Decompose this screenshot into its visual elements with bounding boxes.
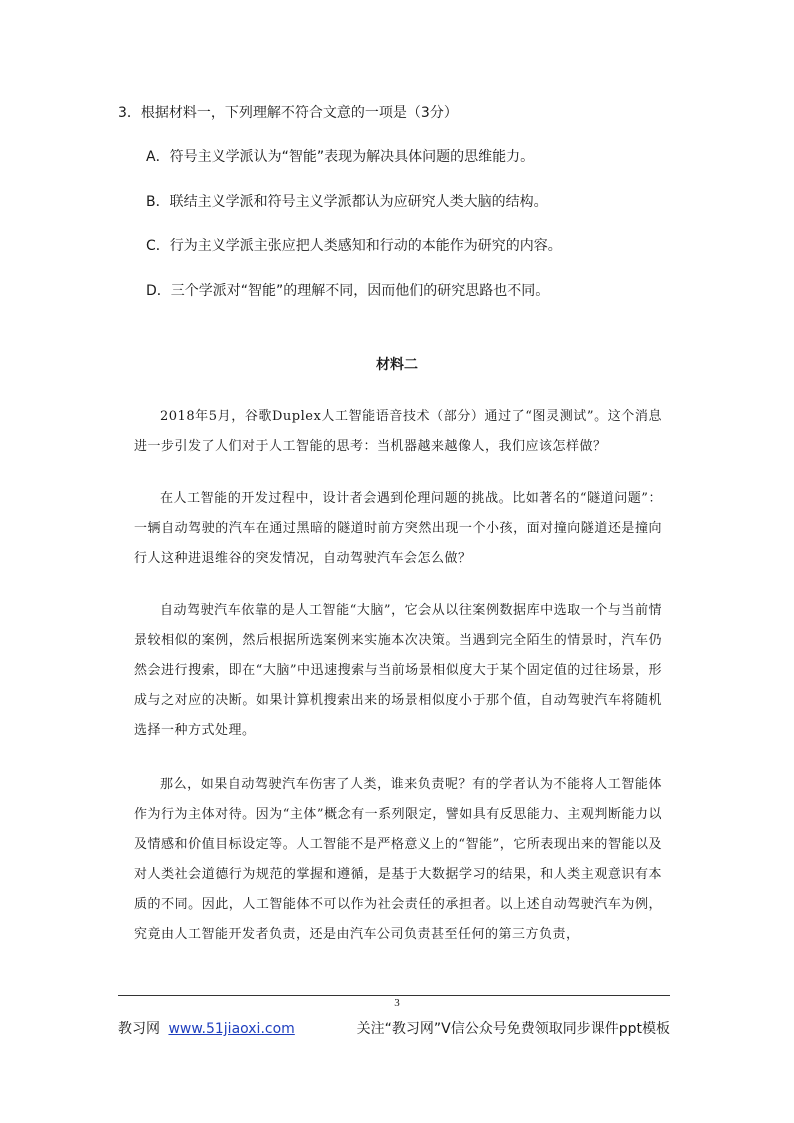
option-c: C．行为主义学派主张应把人类感知和行动的本能作为研究的内容。 — [146, 238, 562, 254]
material-paragraph: 那么，如果自动驾驶汽车伤害了人类，谁来负责呢？有的学者认为不能将人工智能体作为行为主体对待。因为“主体”概念有一系列限定，譬如具有反思能力、主观判断能力以及情感和价值目标设定等。人工智能不是严格意义上的“智能”，它所表现出来的智能以及对人类社会道德行为规范的掌握和遵循，是基于大数据学习的结果，和人类主观意识有本质的不同。因此，人工智能体不可以作为社会责任的承担者。以上述自动驾驶汽车为例，究竟由人工智能开发者负责，还是由汽车公司负责甚至任何的第三方负责， — [134, 777, 662, 942]
question-stem: 3．根据材料一，下列理解不符合文意的一项是（3分） — [118, 105, 458, 121]
option-a: A．符号主义学派认为“智能”表现为解决具体问题的思维能力。 — [146, 149, 535, 165]
footer-site-link[interactable]: www.51jiaoxi.com — [168, 1021, 295, 1037]
material-title: 材料二 — [376, 357, 418, 373]
material-paragraph: 自动驾驶汽车依靠的是人工智能“大脑”，它会从以往案例数据库中选取一个与当前情景较相似的案例，然后根据所选案例来实施本次决策。当遇到完全陌生的情景时，汽车仍然会进行搜索，即在“大脑”中迅速搜索与当前场景相似度大于某个固定值的过往场景，形成与之对应的决断。如果计算机搜索出来的场景相似度小于那个值，自动驾驶汽车将随机选择一种方式处理。 — [134, 603, 662, 738]
material-paragraph: 2018年5月，谷歌Duplex人工智能语音技术（部分）通过了“图灵测试”。这个消息进一步引发了人们对于人工智能的思考：当机器越来越像人，我们应该怎样做？ — [134, 409, 662, 454]
footer-promo: 关注“教习网”V信公众号免费领取同步课件ppt模板 — [356, 1021, 670, 1037]
footer — [118, 1018, 670, 1040]
material-paragraph: 在人工智能的开发过程中，设计者会遇到伦理问题的挑战。比如著名的“隧道问题”：一辆自动驾驶的汽车在通过黑暗的隧道时前方突然出现一个小孩，面对撞向隧道还是撞向行人这种进退维谷的突发情况，自动驾驶汽车会怎么做？ — [134, 491, 662, 566]
page-number: 3 — [394, 997, 400, 1009]
option-d: D．三个学派对“智能”的理解不同，因而他们的研究思路也不同。 — [146, 283, 550, 299]
option-b: B．联结主义学派和符号主义学派都认为应研究人类大脑的结构。 — [146, 194, 548, 210]
footer-site-name: 教习网 — [118, 1021, 160, 1037]
